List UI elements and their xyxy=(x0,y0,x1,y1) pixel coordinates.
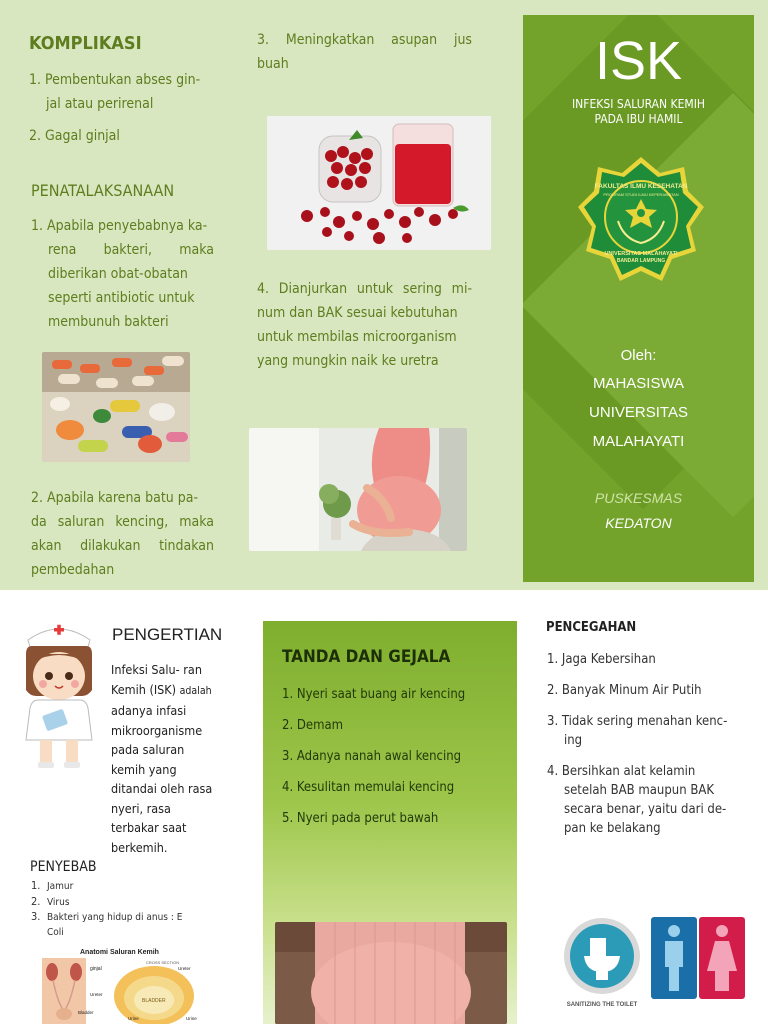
text-line: akan dilakukan tindakan xyxy=(31,538,214,554)
text-line: yang mungkin naik ke uretra xyxy=(257,353,439,369)
diagram-label: Ureter xyxy=(178,966,191,971)
komplikasi-title: KOMPLIKASI xyxy=(29,33,142,54)
list-item: 4. Bersihkan alat kelamin xyxy=(547,764,696,779)
text-line: seperti antibiotic untuk xyxy=(48,290,195,306)
list-item: ing xyxy=(564,733,583,748)
pregnant-woman-image xyxy=(249,428,467,551)
list-item: 2. Demam xyxy=(282,718,344,733)
tanda-gejala-panel xyxy=(263,621,517,1024)
list-item: 2. Virus xyxy=(31,894,70,908)
text-line: nyeri, rasa xyxy=(111,800,171,816)
text-line: adanya infasi xyxy=(111,703,187,718)
pregnant-belly-image xyxy=(275,922,507,1024)
text-line: 4. Dianjurkan untuk sering mi- xyxy=(257,281,472,297)
text-line: 1. Apabila penyebabnya ka- xyxy=(31,218,208,234)
text-line: buah xyxy=(257,56,289,72)
urinary-anatomy-diagram xyxy=(38,944,218,1024)
logo-text-top: FAKULTAS ILMU KESEHATAN xyxy=(594,183,688,190)
list-item: 2. Banyak Minum Air Putih xyxy=(547,683,702,698)
cover-author-2: UNIVERSITAS xyxy=(589,404,688,421)
list-item: 1. Jaga Kebersihan xyxy=(547,652,656,667)
penatalaksanaan-item-2 xyxy=(31,486,214,582)
cranberry-image xyxy=(267,116,491,250)
pengertian-text xyxy=(111,660,231,857)
text-fragment: adalah xyxy=(179,684,212,697)
penatalaksanaan-item-3 xyxy=(257,28,472,76)
text-line: terbakar saat xyxy=(111,820,187,835)
penyebab-title: PENYEBAB xyxy=(30,859,97,875)
penatalaksanaan-item-1 xyxy=(31,214,214,334)
text-line: num dan BAK sesuai kebutuhan xyxy=(257,305,458,321)
nurse-illustration xyxy=(18,620,100,772)
diagram-label: Ureter xyxy=(90,992,103,997)
text-line: rena bakteri, maka xyxy=(48,242,214,258)
text-line: berkemih. xyxy=(111,839,168,855)
cover-subtitle-1: INFEKSI SALURAN KEMIH xyxy=(571,97,706,111)
cover-place-1: PUSKESMAS xyxy=(594,490,683,506)
text-line: kemih yang xyxy=(111,761,177,777)
pregnant-belly-photo xyxy=(275,922,507,1024)
cover-subtitle-2: PADA IBU HAMIL xyxy=(594,112,683,126)
university-logo xyxy=(576,155,706,287)
list-item-text: Virus xyxy=(47,896,70,908)
text-line: diberikan obat-obatan xyxy=(48,266,188,282)
text-line xyxy=(111,680,231,702)
cover-by-label: Oleh: xyxy=(620,347,657,364)
text-line: Infeksi Salu- ran xyxy=(111,662,202,677)
list-item: 3. Adanya nanah awal kencing xyxy=(282,749,462,764)
diagram-label: ginjal xyxy=(90,966,102,972)
penatalaksanaan-title: PENATALAKSANAAN xyxy=(31,181,175,200)
text-line: da saluran kencing, maka xyxy=(31,514,214,530)
pengertian-title: PENGERTIAN xyxy=(112,625,223,644)
komplikasi-list xyxy=(29,68,229,148)
list-item: 3. Tidak sering menahan kenc- xyxy=(547,714,728,729)
diagram-label: Urine xyxy=(128,1016,139,1021)
logo-text-bottom-2: BANDAR LAMPUNG xyxy=(616,258,666,264)
list-item: 1. Jamur xyxy=(31,879,74,892)
text-fragment: Kemih (ISK) xyxy=(111,681,177,697)
list-item: 4. Kesulitan memulai kencing xyxy=(282,780,455,795)
text-line: mikroorganisme xyxy=(111,722,203,738)
text-line: membunuh bakteri xyxy=(48,314,169,330)
cover-title: ISK xyxy=(594,31,683,91)
text-line: ditandai oleh rasa xyxy=(111,781,213,796)
list-item: pan ke belakang xyxy=(564,821,661,836)
logo-text-bottom-1: UNIVERSITAS MALAHAYATI xyxy=(604,251,678,257)
text-line: 3. Meningkatkan asupan jus xyxy=(257,32,472,48)
list-item: 1. Nyeri saat buang air kencing xyxy=(282,687,466,702)
list-item: 2. Gagal ginjal xyxy=(29,128,120,144)
text-line: untuk membilas microorganism xyxy=(257,329,457,345)
text-line: 2. Apabila karena batu pa- xyxy=(31,490,199,506)
list-item: setelah BAB maupun BAK xyxy=(564,783,715,798)
badge-text: SANITIZING THE TOILET xyxy=(566,1002,638,1008)
cranberry-juice-photo xyxy=(267,116,491,250)
list-item: Coli xyxy=(47,926,64,938)
diagram-title: Anatomi Saluran Kemih xyxy=(80,949,159,956)
penatalaksanaan-item-4 xyxy=(257,277,472,373)
diagram-label: Bladder xyxy=(78,1010,94,1015)
list-item-text: Jamur xyxy=(47,881,74,892)
list-item-text: Bakteri yang hidup di anus : E xyxy=(47,912,183,923)
tanda-list xyxy=(282,685,512,829)
diagram-label: Urine xyxy=(186,1016,197,1021)
list-item: 5. Nyeri pada perut bawah xyxy=(282,811,439,826)
cover-place-2: KEDATON xyxy=(605,515,672,531)
cover-author-3: MALAHAYATI xyxy=(592,433,685,450)
cover-author-1: MAHASISWA xyxy=(592,375,685,392)
pregnant-woman-photo xyxy=(249,428,467,551)
logo-text-mid: PROGRAM STUDI ILMU KEPERAWATAN xyxy=(603,192,679,197)
restroom-icon xyxy=(651,917,745,999)
list-item: 3. Bakteri yang hidup di anus : E xyxy=(31,910,183,923)
toilet-sanitizing-badge xyxy=(562,914,646,1020)
penyebab-list xyxy=(31,879,201,940)
tanda-title: TANDA DAN GEJALA xyxy=(282,647,451,667)
list-item: jal atau perirenal xyxy=(46,96,154,112)
text-line: pembedahan xyxy=(31,562,115,578)
pills-photo xyxy=(42,352,190,462)
pills-image xyxy=(42,352,190,462)
text-line: pada saluran xyxy=(111,742,185,757)
pencegahan-title: PENCEGAHAN xyxy=(546,620,637,635)
diagram-label: BLADDER xyxy=(142,998,166,1004)
cover-panel xyxy=(523,15,754,582)
list-item: 1. Pembentukan abses gin- xyxy=(29,72,201,88)
list-item: secara benar, yaitu dari de- xyxy=(564,802,727,817)
pencegahan-list xyxy=(547,650,757,838)
diagram-label: CROSS SECTION xyxy=(146,960,180,965)
